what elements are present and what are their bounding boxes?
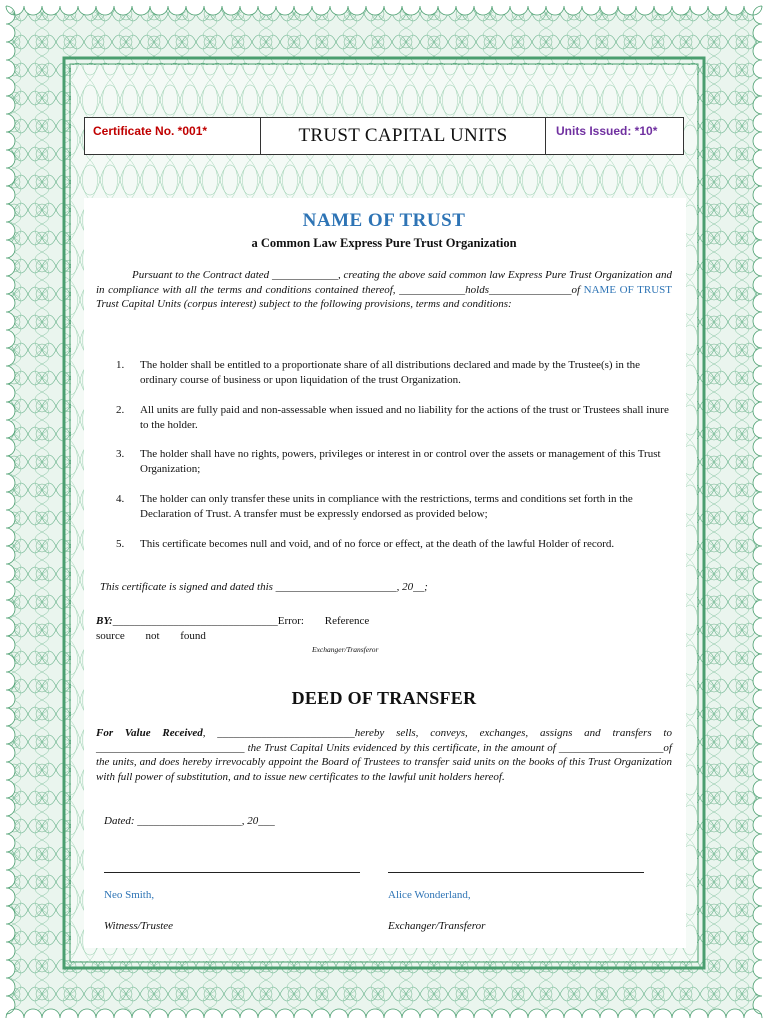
dated-line: Dated: ___________________, 20___: [104, 815, 275, 827]
trust-subtitle: a Common Law Express Pure Trust Organization: [251, 236, 517, 250]
provision-item: [116, 537, 672, 552]
provision-text: The holder shall have no rights, powers, privileges or interest in or control over the assets or management of this Trust Organization;: [140, 448, 661, 475]
by-label: BY:: [96, 615, 113, 627]
provision-text: This certificate becomes null and void, and of no force or effect, at the death of the lawful Holder of record.: [140, 538, 615, 550]
intro-text-2: Trust Capital Units (corpus interest) subject to the following provisions, terms and conditions:: [96, 298, 512, 310]
deed-lead: For Value Received: [96, 727, 203, 739]
provision-item: [116, 358, 672, 387]
exchanger-name: Alice Wonderland,: [388, 889, 471, 901]
provision-number: 1.: [116, 359, 125, 371]
provision-number: 4.: [116, 493, 125, 505]
provision-item: [116, 403, 672, 432]
signature-line-witness: [104, 872, 360, 873]
intro-trust-name: NAME OF TRUST: [583, 283, 672, 296]
provision-text: The holder shall be entitled to a proportionate share of all distributions declared and made by the Trustee(s) in the ordinary course of business or upon liquidation of the trust Organization.: [140, 359, 641, 386]
certificate-title: TRUST CAPITAL UNITS: [261, 118, 546, 154]
provision-number: 5.: [116, 538, 125, 550]
witness-name: Neo Smith,: [104, 889, 155, 901]
by-error-text: Error: Reference source not found: [96, 615, 370, 642]
certificate-header-table: [84, 117, 684, 155]
by-role-small: Exchanger/Transferor: [312, 645, 379, 654]
signed-dated-line: This certificate is signed and dated this ______________________, 20__;: [100, 581, 428, 593]
deed-of-transfer-title: DEED OF TRANSFER: [291, 688, 477, 708]
provision-number: 3.: [116, 448, 125, 460]
units-issued: Units Issued: *10*: [556, 124, 658, 138]
deed-body: , _________________________hereby sells, conveys, exchanges, assigns and transfers to ___________________________ the Trust Capital Units evidenced by this certificate, in the amount of ___________________of the units, and does hereby irrevocably appoint the Board of Trustees to transfer said units on the books of this Trust Organization with full power of substitution, and to issue new certificates to the lawful unit holders hereof.: [96, 727, 672, 783]
provision-text: All units are fully paid and non-assessable when issued and no liability for the actions of the trust or Trustees shall inure to the holder.: [140, 404, 669, 431]
signature-line-exchanger: [388, 872, 644, 873]
by-signature-block: [96, 614, 416, 644]
by-blank: ______________________________: [112, 615, 278, 627]
certificate-number: Certificate No. *001*: [85, 118, 261, 154]
intro-text-1: Pursuant to the Contract dated ____________, creating the above said common law Express Pure Trust Organization and in compliance with all the terms and conditions contained thereof, ____________holds_______________of: [96, 269, 672, 296]
deed-paragraph: [96, 726, 672, 784]
trust-name-heading: NAME OF TRUST: [302, 210, 466, 231]
provision-text: The holder can only transfer these units in compliance with the restrictions, terms and conditions set forth in the Declaration of Trust. A transfer must be expressly endorsed as provided below;: [140, 493, 633, 520]
provision-item: [116, 492, 672, 521]
exchanger-role: Exchanger/Transferor: [388, 920, 486, 932]
intro-paragraph: [96, 268, 672, 312]
provision-number: 2.: [116, 404, 125, 416]
provision-item: [116, 447, 672, 476]
witness-role: Witness/Trustee: [104, 920, 174, 932]
